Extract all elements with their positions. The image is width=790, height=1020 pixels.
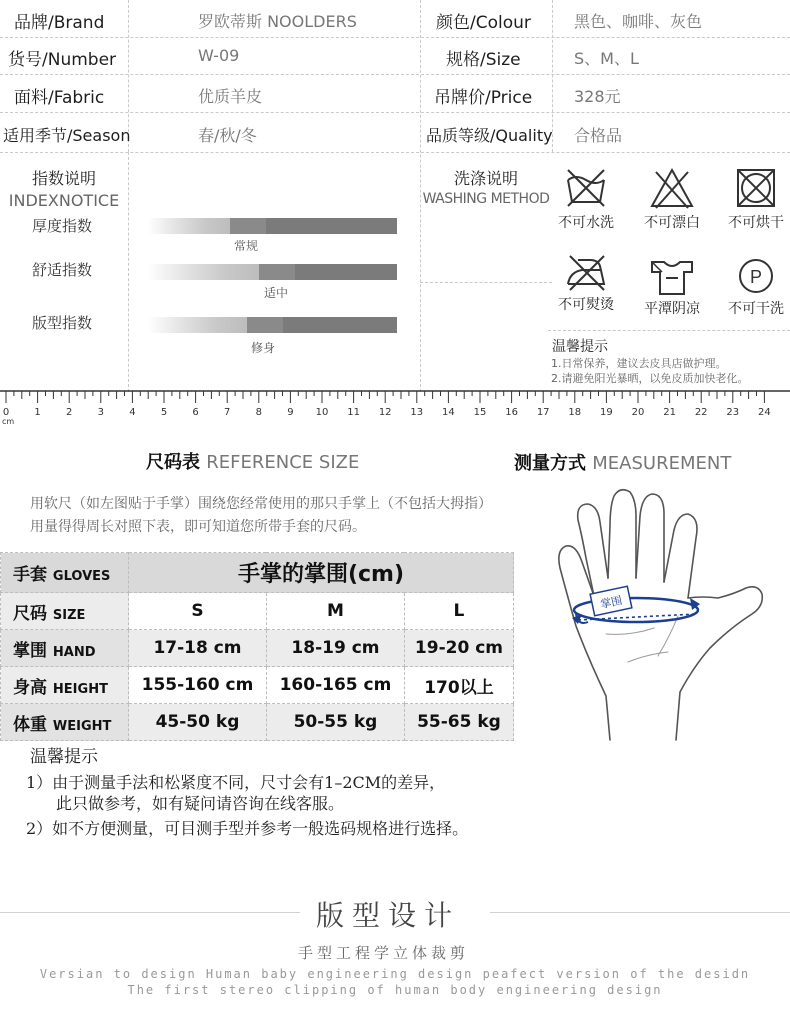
table-cell: 160-165 cm <box>266 667 404 704</box>
measure-title-cn: 测量方式 <box>514 453 586 474</box>
measure-title-en: MEASUREMENT <box>592 453 732 474</box>
washing-tip-2: 2.请避免阳光暴晒，以免皮质加快老化。 <box>551 372 749 385</box>
dry-flat-shade-icon <box>648 256 696 296</box>
ruler-number: 12 <box>378 407 392 418</box>
design-subtitle: 手型工程学立体裁剪 <box>298 944 470 962</box>
ruler-number: 10 <box>315 407 329 418</box>
ruler-number: 21 <box>663 407 676 418</box>
index-fit-label: 版型指数 <box>32 314 93 332</box>
row-label-en: HAND <box>52 644 96 660</box>
row-label-cn: 尺码 <box>13 603 47 624</box>
washing-tips-title: 温馨提示 <box>552 339 608 355</box>
washing-tip-1: 1.日常保养，建议去皮具店做护理。 <box>551 357 727 370</box>
row-label-en: HEIGHT <box>52 681 108 697</box>
row-label <box>1 667 129 704</box>
wash-item-dry-flat <box>632 256 712 318</box>
wash-item-no-dry-clean <box>716 256 790 318</box>
washing-title-en: WASHING METHOD <box>422 191 550 207</box>
ruler-number: 23 <box>726 407 740 418</box>
price-value: 328元 <box>574 87 621 106</box>
ruler-number: 17 <box>536 407 550 418</box>
ruler-number: 3 <box>97 407 104 418</box>
note-line-1b: 此只做参考，如有疑问请咨询在线客服。 <box>56 794 345 813</box>
ruler-number: 8 <box>255 407 262 418</box>
ruler-number: 13 <box>410 407 424 418</box>
washing-title: 洗涤说明 <box>453 169 518 188</box>
table-header-label <box>1 553 129 593</box>
ruler-number: 22 <box>694 407 708 418</box>
table-row <box>1 667 514 704</box>
design-en-line-2: The first stereo clipping of human body engineering design <box>127 983 663 997</box>
ruler-number: 11 <box>347 407 360 418</box>
table-cell: 55-65 kg <box>404 704 513 741</box>
season-label: 适用季节/Season <box>3 126 131 145</box>
measure-section-title <box>514 449 731 475</box>
row-label-en: WEIGHT <box>52 718 112 734</box>
index-comfort-caption: 适中 <box>264 286 289 300</box>
divider-left <box>0 912 300 913</box>
row-label-cn: 身高 <box>13 677 47 698</box>
wash-item-no-bleach <box>632 166 712 232</box>
row-label-en: SIZE <box>52 607 86 623</box>
table-cell: 17-18 cm <box>129 630 267 667</box>
wash-caption: 不可熨烫 <box>558 297 614 313</box>
no-tumble-dry-icon <box>734 166 778 210</box>
number-label: 货号/Number <box>8 50 117 70</box>
ruler-number: 14 <box>442 407 455 418</box>
quality-label: 品质等级/Quality <box>426 126 553 145</box>
table-cell: S <box>129 593 267 630</box>
table-cell: M <box>266 593 404 630</box>
index-comfort-bar <box>148 264 397 280</box>
table-cell: 45-50 kg <box>129 704 267 741</box>
index-comfort-label: 舒适指数 <box>32 261 93 279</box>
index-thickness-label: 厚度指数 <box>32 217 93 235</box>
no-iron-icon <box>564 252 608 292</box>
table-cell: 170以上 <box>404 667 513 704</box>
index-title: 指数说明 <box>31 169 96 188</box>
header-label-cn: 手套 <box>13 565 47 585</box>
wash-caption: 不可水洗 <box>558 215 614 231</box>
no-wash-icon <box>564 166 608 210</box>
design-en-line-1: Versian to design Human baby engineering design peafect version of the desidn <box>39 967 751 981</box>
ruler-number: 24 <box>758 407 771 418</box>
index-thickness-bar <box>148 218 397 234</box>
hand-illustration <box>548 486 790 746</box>
table-row <box>1 704 514 741</box>
price-label: 吊牌价/Price <box>434 88 533 108</box>
table-cell: L <box>404 593 513 630</box>
ruler-number: 7 <box>224 407 231 418</box>
size-desc-1: 用软尺（如左图贴于手掌）围绕您经常使用的那只手掌上（不包括大拇指） <box>30 496 492 512</box>
table-row <box>1 593 514 630</box>
ruler-number: 6 <box>192 407 199 418</box>
wash-caption: 不可漂白 <box>644 215 700 231</box>
ruler-number: 1 <box>34 407 41 418</box>
fabric-label: 面料/Fabric <box>14 88 105 108</box>
notes-title: 温馨提示 <box>30 747 98 767</box>
size-title-cn: 尺码表 <box>146 452 200 473</box>
wash-caption: 不可干洗 <box>728 301 784 317</box>
divider-right <box>490 912 790 913</box>
table-header-row <box>1 553 514 593</box>
row-label-cn: 体重 <box>13 714 47 735</box>
index-fit-bar <box>148 317 397 333</box>
wash-item-no-wash <box>546 166 626 232</box>
ruler-number: 18 <box>568 407 582 418</box>
size-section-title <box>146 448 359 474</box>
row-label <box>1 593 129 630</box>
ruler-number: 5 <box>160 407 168 418</box>
ruler-number: 4 <box>129 407 136 418</box>
no-dry-clean-icon <box>736 256 776 296</box>
svg-text:P: P <box>749 267 763 287</box>
wash-item-no-iron <box>546 252 626 314</box>
season-value: 春/秋/冬 <box>198 126 257 145</box>
note-line-1a: 1）由于测量手法和松紧度不同，尺寸会有1–2CM的差异， <box>26 773 446 792</box>
header-label-en: GLOVES <box>52 569 111 584</box>
ruler-number: 16 <box>505 407 518 418</box>
table-row <box>1 630 514 667</box>
size-label: 规格/Size <box>446 50 521 70</box>
quality-value: 合格品 <box>574 126 623 145</box>
size-title-en: REFERENCE SIZE <box>206 452 360 473</box>
number-value: W-09 <box>198 46 240 65</box>
ruler-number: 20 <box>631 407 645 418</box>
tape-label: 掌围 <box>599 593 624 612</box>
row-label <box>1 630 129 667</box>
design-title: 版型设计 <box>316 899 461 932</box>
index-thickness-caption: 常规 <box>234 239 259 253</box>
wash-caption: 不可烘干 <box>728 215 784 231</box>
ruler-unit: cm <box>2 417 15 426</box>
size-value: S、M、L <box>574 49 639 68</box>
table-cell: 155-160 cm <box>129 667 267 704</box>
size-table <box>0 552 514 741</box>
table-header-title: 手掌的掌围(cm) <box>129 553 514 593</box>
ruler-number: 0 <box>2 407 10 418</box>
size-desc-2: 用量得得周长对照下表，即可知道您所带手套的尺码。 <box>30 519 366 535</box>
no-bleach-icon <box>650 166 694 210</box>
note-line-2: 2）如不方便测量，可目测手型并参考一般选码规格进行选择。 <box>26 819 469 838</box>
wash-item-no-tumble-dry <box>716 166 790 232</box>
ruler-number: 9 <box>287 407 294 418</box>
table-cell: 18-19 cm <box>266 630 404 667</box>
brand-label: 品牌/Brand <box>14 13 105 33</box>
colour-value: 黑色、咖啡、灰色 <box>574 12 703 31</box>
fabric-value: 优质羊皮 <box>198 87 263 106</box>
index-fit-caption: 修身 <box>251 341 276 355</box>
ruler-number: 2 <box>66 407 73 418</box>
colour-label: 颜色/Colour <box>436 13 531 33</box>
table-cell: 19-20 cm <box>404 630 513 667</box>
brand-value: 罗欧蒂斯 NOOLDERS <box>198 12 357 31</box>
ruler-number: 19 <box>600 407 613 418</box>
ruler-number: 15 <box>473 407 487 418</box>
row-label <box>1 704 129 741</box>
row-label-cn: 掌围 <box>13 640 47 661</box>
table-cell: 50-55 kg <box>266 704 404 741</box>
wash-caption: 平潭阴凉 <box>644 301 700 317</box>
index-title-en: INDEXNOTICE <box>8 191 120 210</box>
